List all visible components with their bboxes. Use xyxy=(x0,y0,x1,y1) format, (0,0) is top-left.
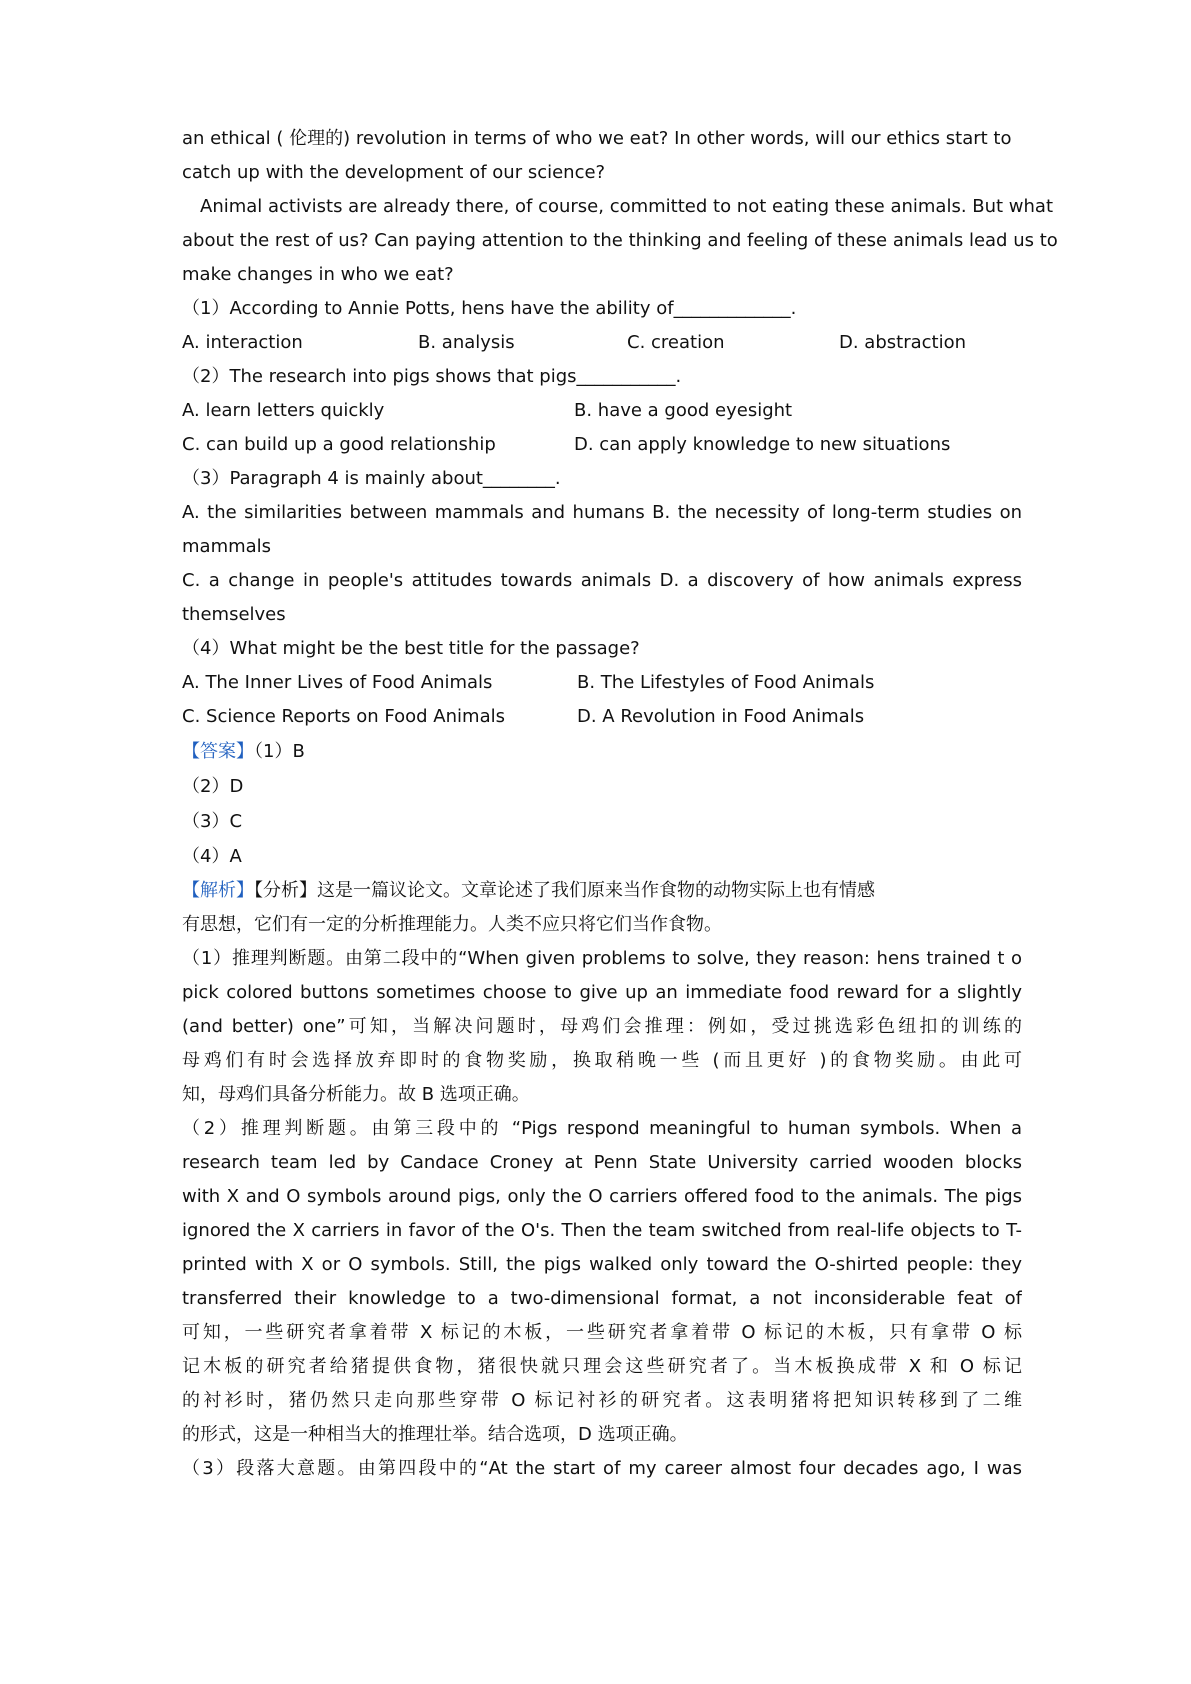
passage-paragraph-1 xyxy=(182,122,1022,190)
option-d: D. abstraction xyxy=(839,332,967,353)
options-row xyxy=(182,326,1022,360)
question-stem: （1）According to Annie Potts, hens have the ability of_____________. xyxy=(182,298,797,319)
text-line: catch up with the development of our science? xyxy=(182,162,606,183)
option-a: A. interaction xyxy=(182,332,303,353)
analysis-text: 【分析】这是一篇议论文。文章论述了我们原来当作食物的动物实际上也有情感 xyxy=(254,880,875,901)
analysis-line: （1）推理判断题。由第二段中的“When given problems to solve, they reason: hens trained t o xyxy=(182,948,1022,969)
analysis-line: 的形式，这是一种相当大的推理壮举。结合选项，D 选项正确。 xyxy=(182,1424,688,1445)
options-row xyxy=(182,666,1022,700)
analysis-q1 xyxy=(182,942,1022,1112)
options-row xyxy=(182,428,1022,462)
answer-section xyxy=(182,734,1022,874)
options-line: mammals xyxy=(182,536,272,557)
answer-item: （4）A xyxy=(182,846,242,867)
answer-line xyxy=(182,734,1022,769)
question-3 xyxy=(182,462,1022,632)
analysis-section xyxy=(182,874,1022,1486)
option-d: D. A Revolution in Food Animals xyxy=(577,706,865,727)
answer-item: （3）C xyxy=(182,811,243,832)
analysis-line: transferred their knowledge to a two-dimensional format, a not inconsiderable feat of xyxy=(182,1288,1022,1309)
option-c: C. can build up a good relationship xyxy=(182,434,496,455)
option-d: D. can apply knowledge to new situations xyxy=(574,434,951,455)
text-line: make changes in who we eat? xyxy=(182,264,454,285)
analysis-line: research team led by Candace Croney at Penn State University carried wooden blocks xyxy=(182,1152,1022,1173)
option-c: C. creation xyxy=(627,332,725,353)
option-b: B. analysis xyxy=(418,332,515,353)
analysis-line xyxy=(182,874,1022,908)
option-a: A. learn letters quickly xyxy=(182,400,385,421)
analysis-line: 知，母鸡们具备分析能力。故 B 选项正确。 xyxy=(182,1084,530,1105)
analysis-line: （2）推理判断题。由第三段中的 “Pigs respond meaningful to human symbols. When a xyxy=(182,1118,1022,1139)
text-line: about the rest of us? Can paying attention to the thinking and feeling of these animals lead us to xyxy=(182,230,1058,251)
analysis-line: 可知，一些研究者拿着带 X 标记的木板，一些研究者拿着带 O 标记的木板，只有拿带 O 标 xyxy=(182,1322,1022,1343)
analysis-q3 xyxy=(182,1452,1022,1486)
options-row xyxy=(182,700,1022,734)
text-line: Animal activists are already there, of course, committed to not eating these animals. But what xyxy=(200,196,1054,217)
passage-paragraph-2 xyxy=(182,190,1058,292)
options-line: A. the similarities between mammals and humans B. the necessity of long-term studies on xyxy=(182,502,1022,523)
question-stem: （3）Paragraph 4 is mainly about________. xyxy=(182,468,561,489)
analysis-line: printed with X or O symbols. Still, the pigs walked only toward the O-shirted people: they xyxy=(182,1254,1022,1275)
answer-item: （1）B xyxy=(254,741,305,762)
text-line: an ethical ( 伦理的) revolution in terms of who we eat? In other words, will our ethics start to xyxy=(182,128,1012,149)
answer-item: （2）D xyxy=(182,776,244,797)
analysis-line: 记木板的研究者给猪提供食物，猪很快就只理会这些研究者了。当木板换成带 X 和 O 标记 xyxy=(182,1356,1022,1377)
analysis-tag: 【解析】 xyxy=(182,880,254,901)
options-line: C. a change in people's attitudes towards animals D. a discovery of how animals express xyxy=(182,570,1022,591)
document-page xyxy=(182,122,1058,1486)
option-b: B. The Lifestyles of Food Animals xyxy=(577,672,875,693)
analysis-line: with X and O symbols around pigs, only the O carriers offered food to the animals. The pigs xyxy=(182,1186,1022,1207)
analysis-q2 xyxy=(182,1112,1022,1452)
answer-tag: 【答案】 xyxy=(182,741,254,762)
question-stem: （2）The research into pigs shows that pigs___________. xyxy=(182,366,682,387)
analysis-line: ignored the X carriers in favor of the O's. Then the team switched from real-life objects to T- xyxy=(182,1220,1022,1241)
analysis-line: (and better) one”可知，当解决问题时，母鸡们会推理：例如，受过挑选彩色纽扣的训练的 xyxy=(182,1016,1022,1037)
question-2 xyxy=(182,360,1022,462)
options-line: themselves xyxy=(182,604,286,625)
analysis-line: 母鸡们有时会选择放弃即时的食物奖励，换取稍晚一些 (而且更好 )的食物奖励。由此可 xyxy=(182,1050,1022,1071)
options-row xyxy=(182,394,1022,428)
analysis-line: pick colored buttons sometimes choose to give up an immediate food reward for a slightly xyxy=(182,982,1022,1003)
question-1 xyxy=(182,292,1022,360)
option-b: B. have a good eyesight xyxy=(574,400,793,421)
question-4 xyxy=(182,632,1022,734)
question-stem: （4）What might be the best title for the passage? xyxy=(182,638,640,659)
analysis-line: 有思想，它们有一定的分析推理能力。人类不应只将它们当作食物。 xyxy=(182,914,722,935)
option-c: C. Science Reports on Food Animals xyxy=(182,706,505,727)
analysis-line: （3）段落大意题。由第四段中的“At the start of my career almost four decades ago, I was xyxy=(182,1458,1022,1479)
option-a: A. The Inner Lives of Food Animals xyxy=(182,672,493,693)
analysis-line: 的衬衫时，猪仍然只走向那些穿带 O 标记衬衫的研究者。这表明猪将把知识转移到了二维 xyxy=(182,1390,1022,1411)
